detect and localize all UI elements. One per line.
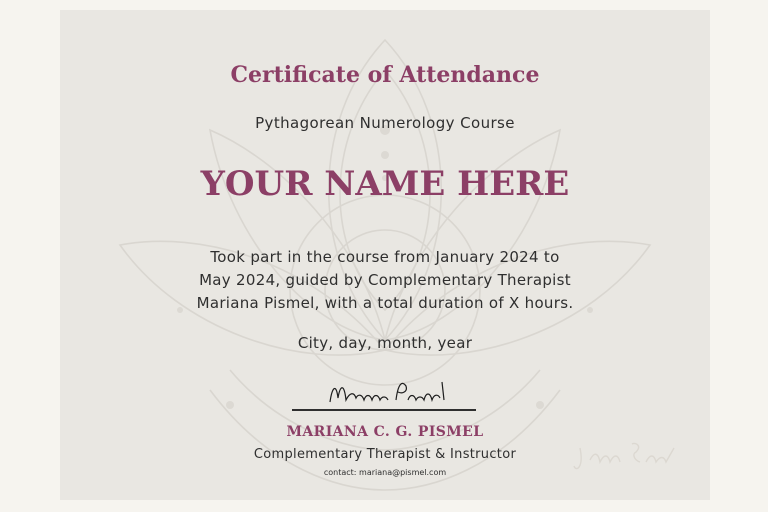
signer-role: Complementary Therapist & Instructor bbox=[253, 447, 517, 462]
attendance-description bbox=[60, 246, 710, 315]
certificate-title: Certificate of Attendance bbox=[230, 62, 540, 88]
watermark-logo bbox=[570, 438, 690, 478]
handwritten-signature bbox=[322, 374, 452, 410]
contact-email: contact: mariana@pismel.com bbox=[323, 468, 447, 477]
course-name: Pythagorean Numerology Course bbox=[255, 114, 515, 132]
place-date: City, day, month, year bbox=[297, 334, 473, 352]
certificate-card bbox=[60, 10, 710, 500]
description-line: May 2024, guided by Complementary Therapist bbox=[199, 271, 571, 289]
signature-line bbox=[292, 409, 476, 411]
recipient-name: YOUR NAME HERE bbox=[200, 164, 570, 204]
signer-name: MARIANA C. G. PISMEL bbox=[286, 424, 484, 440]
description-line: Mariana Pismel, with a total duration of X hours. bbox=[196, 294, 574, 312]
description-line: Took part in the course from January 2024 to bbox=[210, 248, 560, 266]
